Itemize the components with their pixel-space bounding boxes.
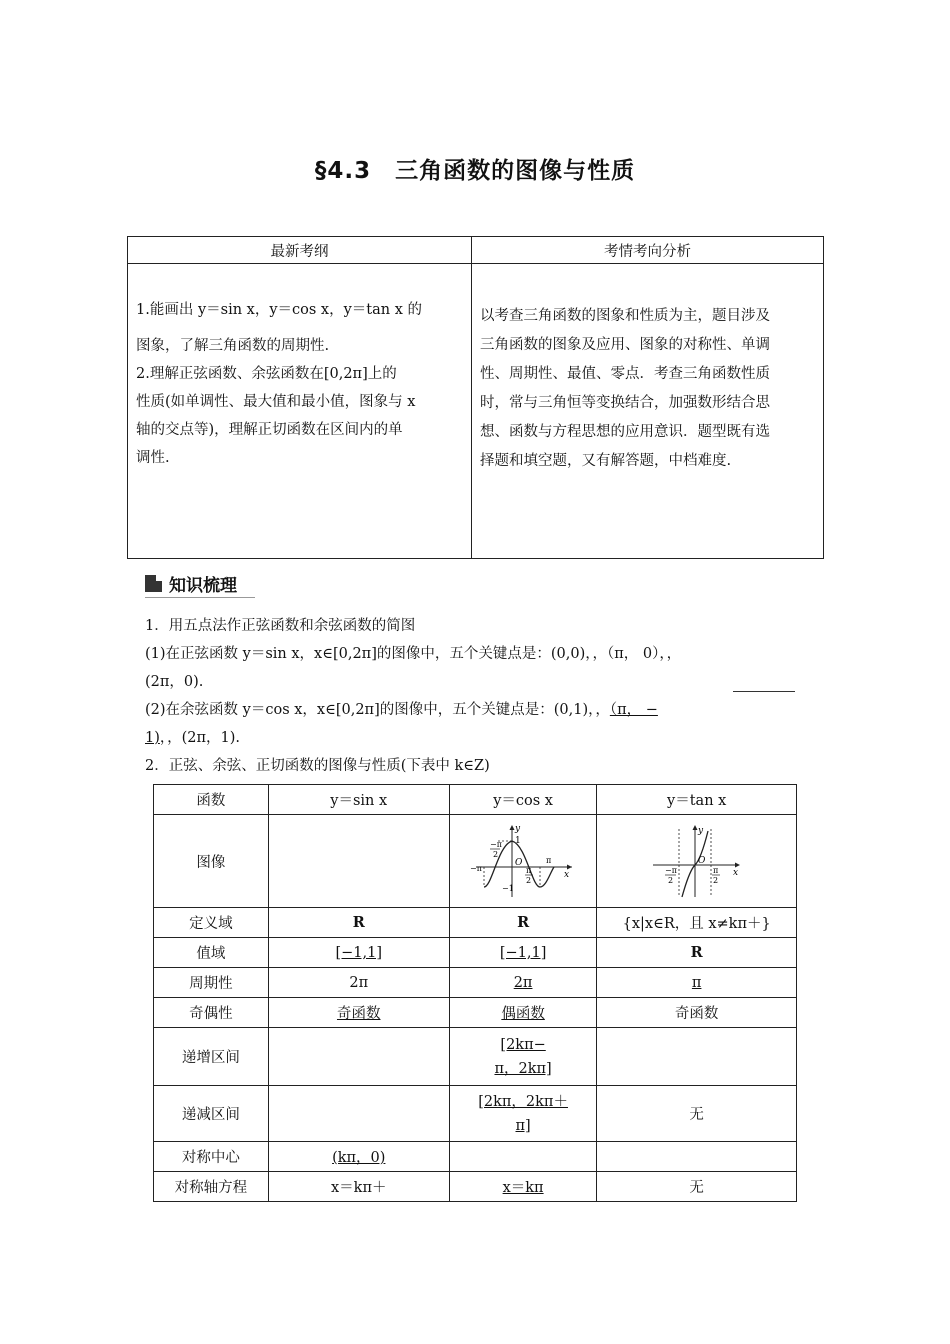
half-pi-bottom: 2 (526, 876, 532, 885)
text-line: 1．用五点法作正弦函数和余弦函数的简图 (145, 618, 416, 634)
text-line: (1)在正弦函数 y＝sin x，x∈[0,2π]的图像中，五个关键点是：(0,0)，，（π， 0），， (145, 646, 682, 662)
y-label: y (697, 826, 703, 836)
underlined-answer: （π， − (609, 702, 658, 718)
row-label-axis: 对称轴方程 (154, 1172, 269, 1202)
header-latest-outline: 最新考纲 (128, 237, 472, 264)
row-label-decreasing: 递减区间 (154, 1086, 269, 1142)
cos-domain: R (449, 908, 597, 938)
neg-half-pi-top: −π (664, 866, 677, 875)
x-label: x (732, 868, 738, 878)
y-axis-arrow (510, 825, 515, 830)
row-label-increasing: 递增区间 (154, 1028, 269, 1086)
col-header-sin: y＝sin x (268, 785, 449, 815)
tan-increasing (597, 1028, 797, 1086)
x-label: x (564, 870, 570, 880)
outline-line: 性质(如单调性、最大值和最小值，图象与 x (136, 394, 416, 410)
text-line (145, 724, 815, 752)
sin-domain: R (268, 908, 449, 938)
cos-graph-cell (449, 815, 597, 908)
cos-increasing (449, 1028, 597, 1086)
analysis-line: 时，常与三角恒等变换结合，加强数形结合思 (480, 395, 770, 411)
outline-line: 2.理解正弦函数、余弦函数在[0,2π]上的 (136, 366, 397, 382)
section-square-icon (145, 575, 162, 592)
pi-label: π (546, 856, 552, 865)
tan-decreasing: 无 (597, 1086, 797, 1142)
tan-graph-cell (597, 815, 797, 908)
cos-increasing-line2: π，2kπ] (494, 1060, 552, 1077)
sin-axis: x＝kπ＋ (268, 1172, 449, 1202)
page-title (0, 152, 950, 185)
sin-range: [−1,1] (335, 944, 382, 961)
row-label-period: 周期性 (154, 968, 269, 998)
origin-label: O (697, 856, 706, 866)
analysis-line: 想、函数与方程思想的应用意识．题型既有选 (480, 424, 770, 440)
neg-half-pi-top: −π (490, 840, 503, 849)
cos-decreasing-line2: π] (515, 1117, 531, 1134)
tan-graph (649, 821, 745, 901)
half-pi-top: π (526, 866, 532, 875)
origin-label: O (515, 858, 523, 868)
neg-one-label: −1 (502, 884, 514, 893)
outline-line: 1.能画出 y＝sin x，y＝cos x，y＝tan x 的 (136, 302, 423, 318)
sin-decreasing (268, 1086, 449, 1142)
row-label-center: 对称中心 (154, 1142, 269, 1172)
exam-outline-table (127, 236, 824, 559)
trig-properties-table (153, 784, 797, 1202)
analysis-line: 性、周期性、最值、零点．考查三角函数性质 (480, 366, 770, 382)
sin-center: (kπ，0) (332, 1150, 386, 1166)
knowledge-text (145, 612, 815, 780)
answer-blank-line (733, 691, 795, 692)
y-label: y (515, 824, 521, 834)
sin-increasing (268, 1028, 449, 1086)
one-label: 1 (515, 836, 521, 846)
outline-cell (128, 264, 472, 559)
tan-range: R (597, 938, 797, 968)
cos-axis: x＝kπ (502, 1180, 544, 1196)
section-label: 知识梳理 (169, 575, 237, 596)
title-text: 三角函数的图像与性质 (395, 158, 636, 184)
sin-graph-cell (268, 815, 449, 908)
cos-graph (468, 821, 578, 901)
cos-period: 2π (513, 974, 533, 991)
row-label-range: 值域 (154, 938, 269, 968)
text-line: (2π，0). (145, 674, 204, 690)
y-axis-arrow (692, 825, 697, 830)
text-fragment: ，，(2π，1). (159, 730, 241, 746)
row-label-graph: 图像 (154, 815, 269, 908)
neg-half-pi-bottom: 2 (493, 850, 499, 859)
col-header-function: 函数 (154, 785, 269, 815)
row-label-domain: 定义域 (154, 908, 269, 938)
cos-parity: 偶函数 (501, 1006, 545, 1022)
x-axis-arrow (567, 865, 572, 870)
underlined-answer: 1) (145, 730, 160, 746)
sin-parity: 奇函数 (336, 1006, 381, 1022)
analysis-line: 三角函数的图象及应用、图象的对称性、单调 (480, 337, 770, 353)
outline-line: 轴的交点等)，理解正切函数在区间内的单 (136, 422, 403, 438)
tan-period: π (691, 974, 702, 991)
analysis-cell (472, 264, 824, 559)
neg-half-pi-bottom: 2 (667, 876, 673, 885)
text-fragment: (2)在余弦函数 y＝cos x，x∈[0,2π]的图像中，五个关键点是：(0,1)，， (145, 702, 610, 718)
text-line (145, 696, 815, 724)
cos-center (449, 1142, 597, 1172)
section-divider (145, 597, 255, 598)
half-pi-top: π (712, 866, 718, 875)
text-line: 2．正弦、余弦、正切函数的图像与性质(下表中 k∈Z) (145, 758, 490, 774)
tan-axis: 无 (597, 1172, 797, 1202)
col-header-cos: y＝cos x (449, 785, 597, 815)
outline-line: 调性. (136, 450, 170, 466)
header-trend-analysis: 考情考向分析 (472, 237, 824, 264)
section-header (145, 569, 237, 597)
cos-range: [−1,1] (499, 944, 547, 961)
neg-pi-label: −π (470, 864, 483, 873)
x-axis-arrow (735, 863, 740, 868)
section-number: §4.3 (314, 158, 372, 184)
outline-line: 图象，了解三角函数的周期性. (136, 338, 330, 354)
analysis-line: 择题和填空题，又有解答题，中档难度. (480, 453, 732, 469)
col-header-tan: y＝tan x (597, 785, 797, 815)
cos-increasing-line1: [2kπ− (500, 1036, 546, 1053)
cos-decreasing (449, 1086, 597, 1142)
analysis-line: 以考查三角函数的图象和性质为主，题目涉及 (480, 308, 770, 324)
tan-center (597, 1142, 797, 1172)
tan-parity: 奇函数 (597, 998, 797, 1028)
row-label-parity: 奇偶性 (154, 998, 269, 1028)
sin-period: 2π (268, 968, 449, 998)
tan-domain: {x|x∈R，且 x≠kπ＋} (597, 908, 797, 938)
half-pi-bottom: 2 (712, 876, 718, 885)
cos-decreasing-line1: [2kπ，2kπ＋ (478, 1093, 568, 1110)
